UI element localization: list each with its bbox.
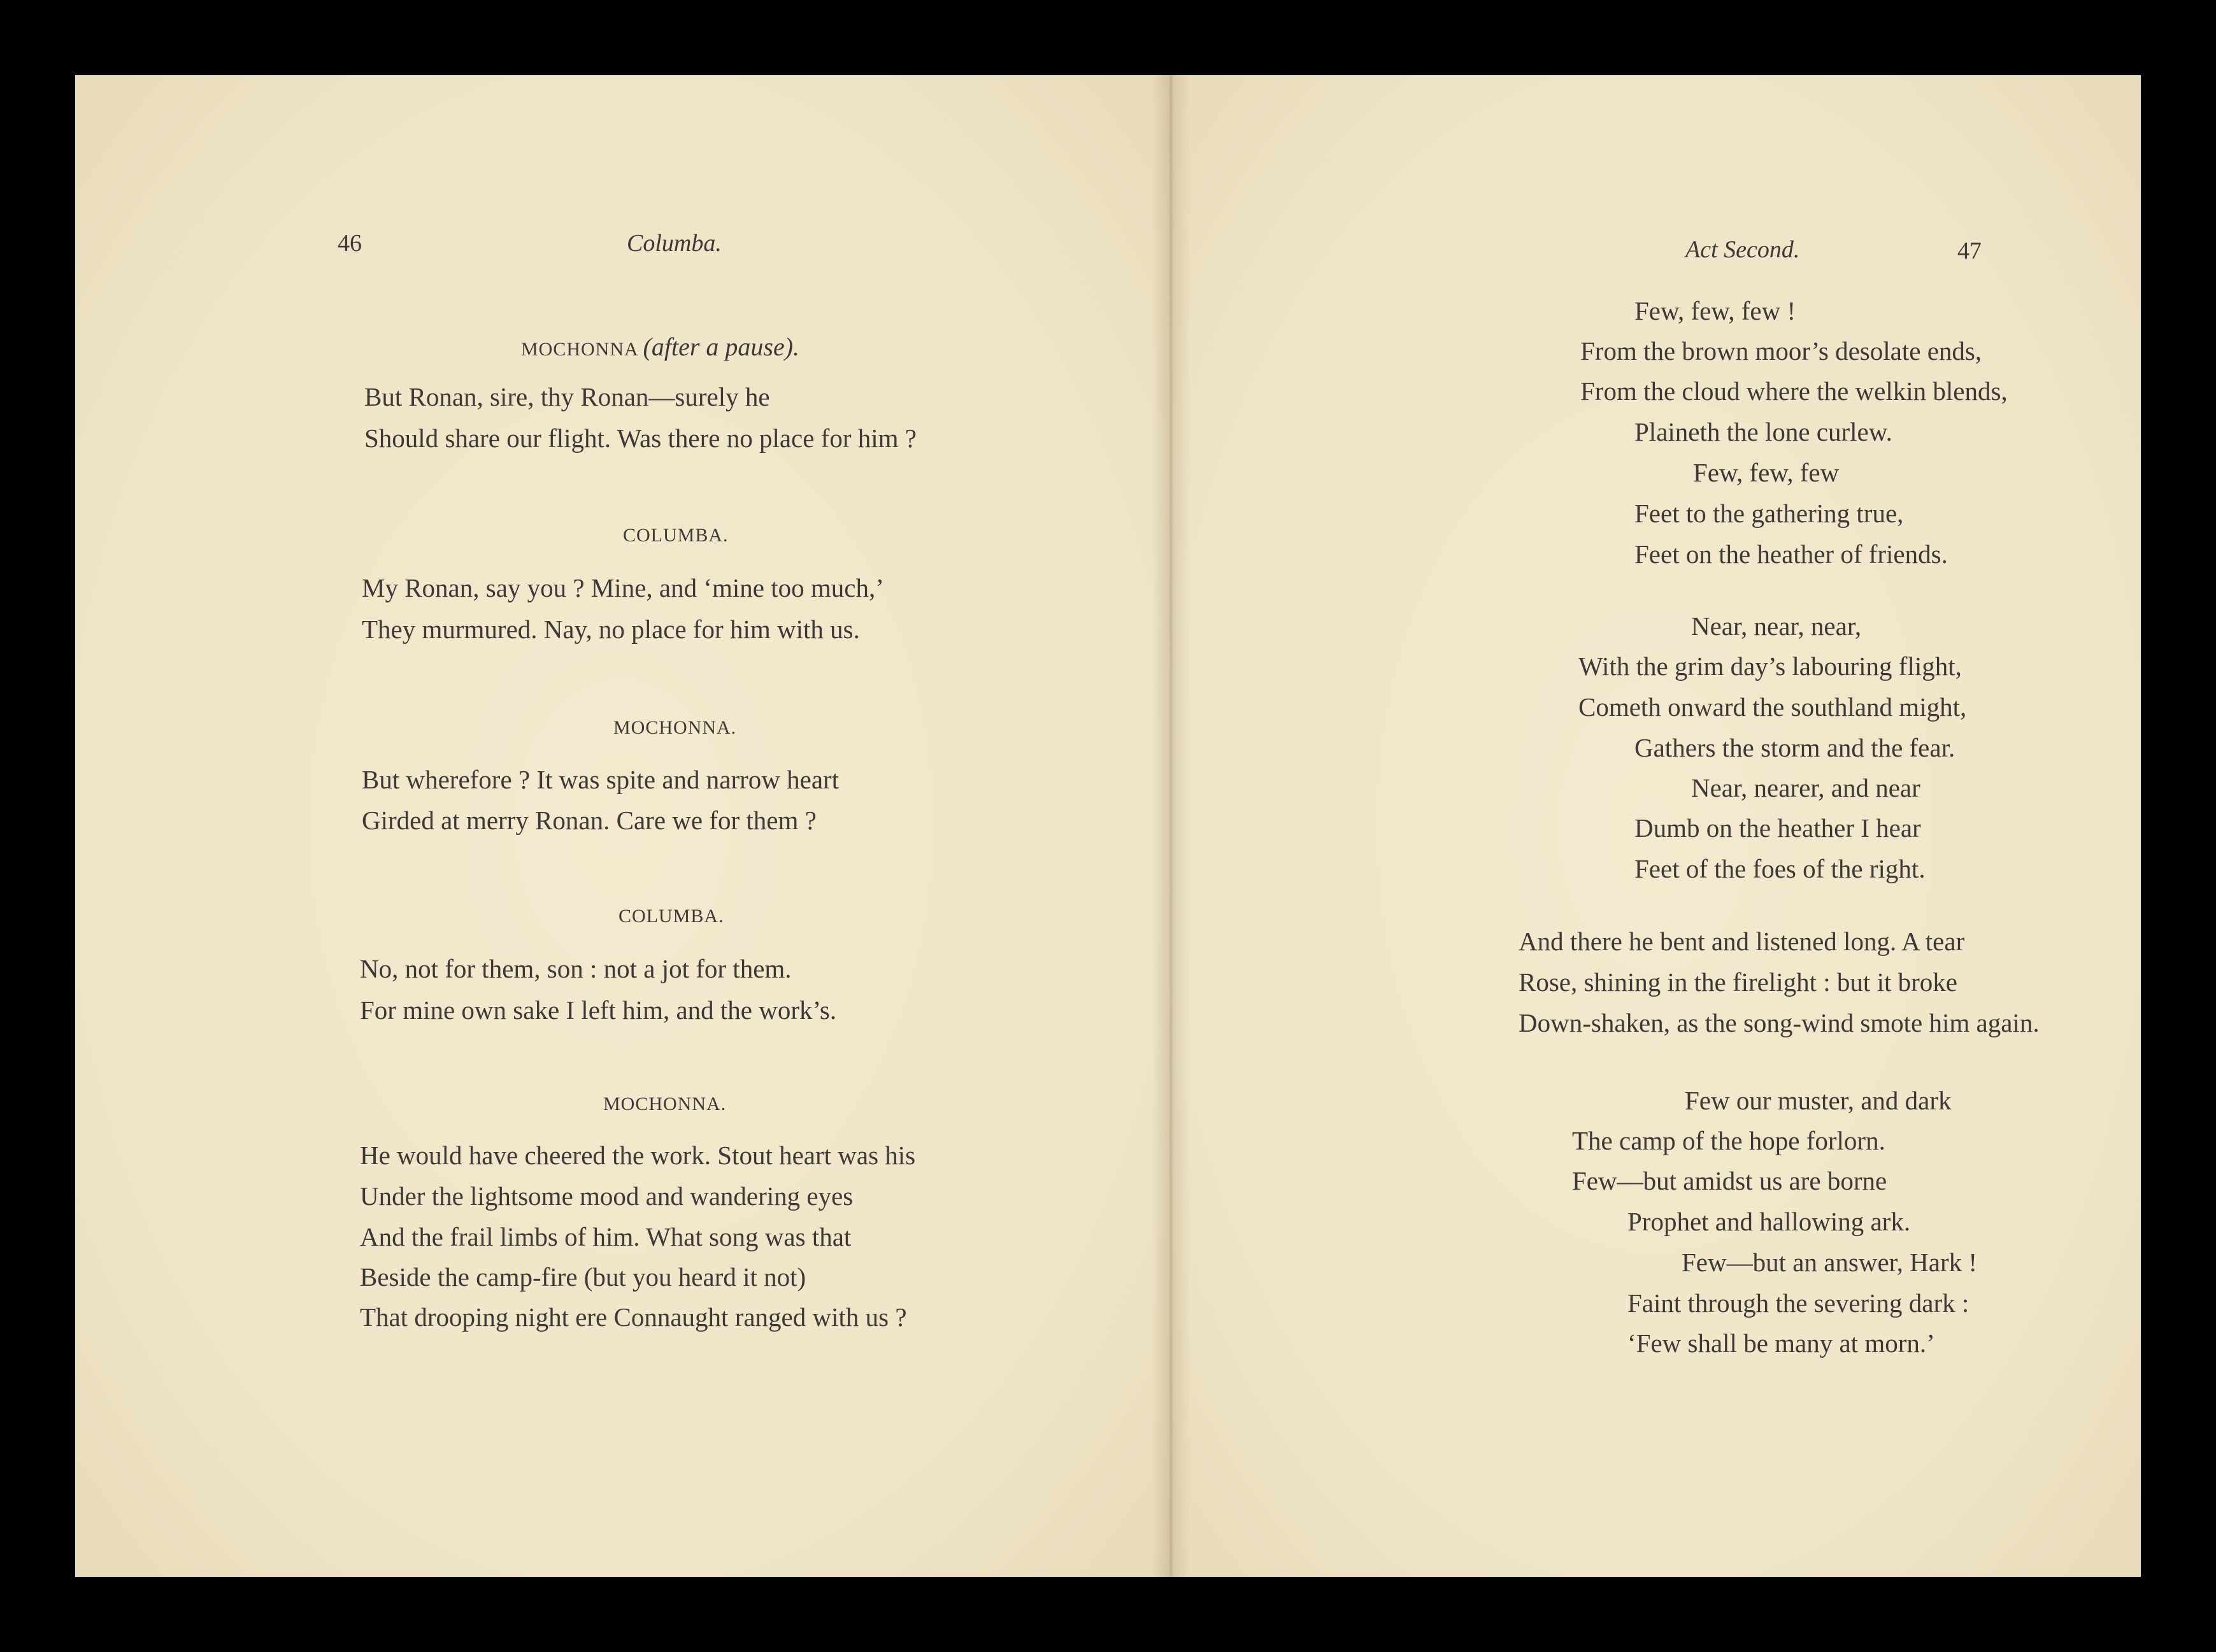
stage-direction: (after a pause).: [643, 332, 800, 361]
verse-line: Few—but an answer, Hark !: [1682, 1248, 1978, 1277]
verse-line: Gathers the storm and the fear.: [1634, 733, 1955, 762]
verse-line: And the frail limbs of him. What song was that: [360, 1222, 852, 1251]
page-number-left: 46: [338, 230, 362, 257]
verse-line: The camp of the hope forlorn.: [1572, 1126, 1885, 1155]
verse-line: But Ronan, sire, thy Ronan—surely he: [364, 382, 770, 411]
speaker-label: COLUMBA.: [623, 525, 729, 546]
verse-line: They murmured. Nay, no place for him with us.: [362, 615, 860, 644]
verse-line: Few—but amidst us are borne: [1572, 1166, 1887, 1195]
verse-line: For mine own sake I left him, and the work’s.: [360, 995, 837, 1025]
verse-line: Should share our flight. Was there no place for him ?: [364, 424, 917, 453]
verse-line: With the grim day’s labouring flight,: [1578, 652, 1962, 681]
verse-line: From the cloud where the welkin blends,: [1580, 376, 2008, 406]
speaker-name: MOCHONNA: [521, 339, 638, 360]
verse-line: Near, nearer, and near: [1691, 773, 1920, 802]
verse-line: That drooping night ere Connaught ranged with us ?: [360, 1302, 907, 1332]
book-gutter: [1152, 75, 1190, 1577]
book-spread: [75, 75, 2141, 1577]
prose-line: Down-shaken, as the song-wind smote him again.: [1519, 1008, 2040, 1037]
left-page: [75, 75, 1168, 1577]
running-title-right: Act Second.: [1685, 236, 1800, 263]
verse-line: ‘Few shall be many at morn.’: [1627, 1328, 1935, 1358]
speaker-label: [521, 332, 903, 362]
verse-line: Feet of the foes of the right.: [1634, 854, 1926, 883]
verse-line: Girded at merry Ronan. Care we for them ?: [362, 806, 817, 835]
verse-line: From the brown moor’s desolate ends,: [1580, 336, 1982, 366]
verse-line: Cometh onward the southland might,: [1578, 692, 1967, 722]
verse-line: Near, near, near,: [1691, 611, 1862, 641]
verse-line: Few, few, few !: [1634, 296, 1796, 325]
speaker-label: MOCHONNA.: [613, 717, 737, 738]
prose-line: Rose, shining in the firelight : but it broke: [1519, 967, 1957, 997]
verse-line: Dumb on the heather I hear: [1634, 813, 1921, 843]
verse-line: Feet to the gathering true,: [1634, 499, 1904, 528]
speaker-label: COLUMBA.: [618, 906, 724, 927]
verse-line: Prophet and hallowing ark.: [1627, 1207, 1911, 1236]
verse-line: My Ronan, say you ? Mine, and ‘mine too much,’: [362, 573, 884, 602]
verse-line: Beside the camp-fire (but you heard it not): [360, 1262, 806, 1292]
verse-line: He would have cheered the work. Stout heart was his: [360, 1141, 916, 1170]
verse-line: Plaineth the lone curlew.: [1634, 417, 1892, 446]
verse-line: Under the lightsome mood and wandering eyes: [360, 1181, 854, 1211]
prose-line: And there he bent and listened long. A tear: [1519, 927, 1965, 956]
running-title-left: Columba.: [627, 230, 722, 257]
speaker-label: MOCHONNA.: [603, 1093, 727, 1114]
verse-line: Faint through the severing dark :: [1627, 1288, 1969, 1318]
verse-line: No, not for them, son : not a jot for them.: [360, 954, 792, 983]
verse-line: Feet on the heather of friends.: [1634, 539, 1948, 569]
verse-line: But wherefore ? It was spite and narrow heart: [362, 765, 840, 794]
page-number-right: 47: [1957, 238, 1982, 264]
verse-line: Few, few, few: [1693, 458, 1840, 487]
right-page: [1168, 75, 2141, 1577]
verse-line: Few our muster, and dark: [1685, 1086, 1952, 1115]
